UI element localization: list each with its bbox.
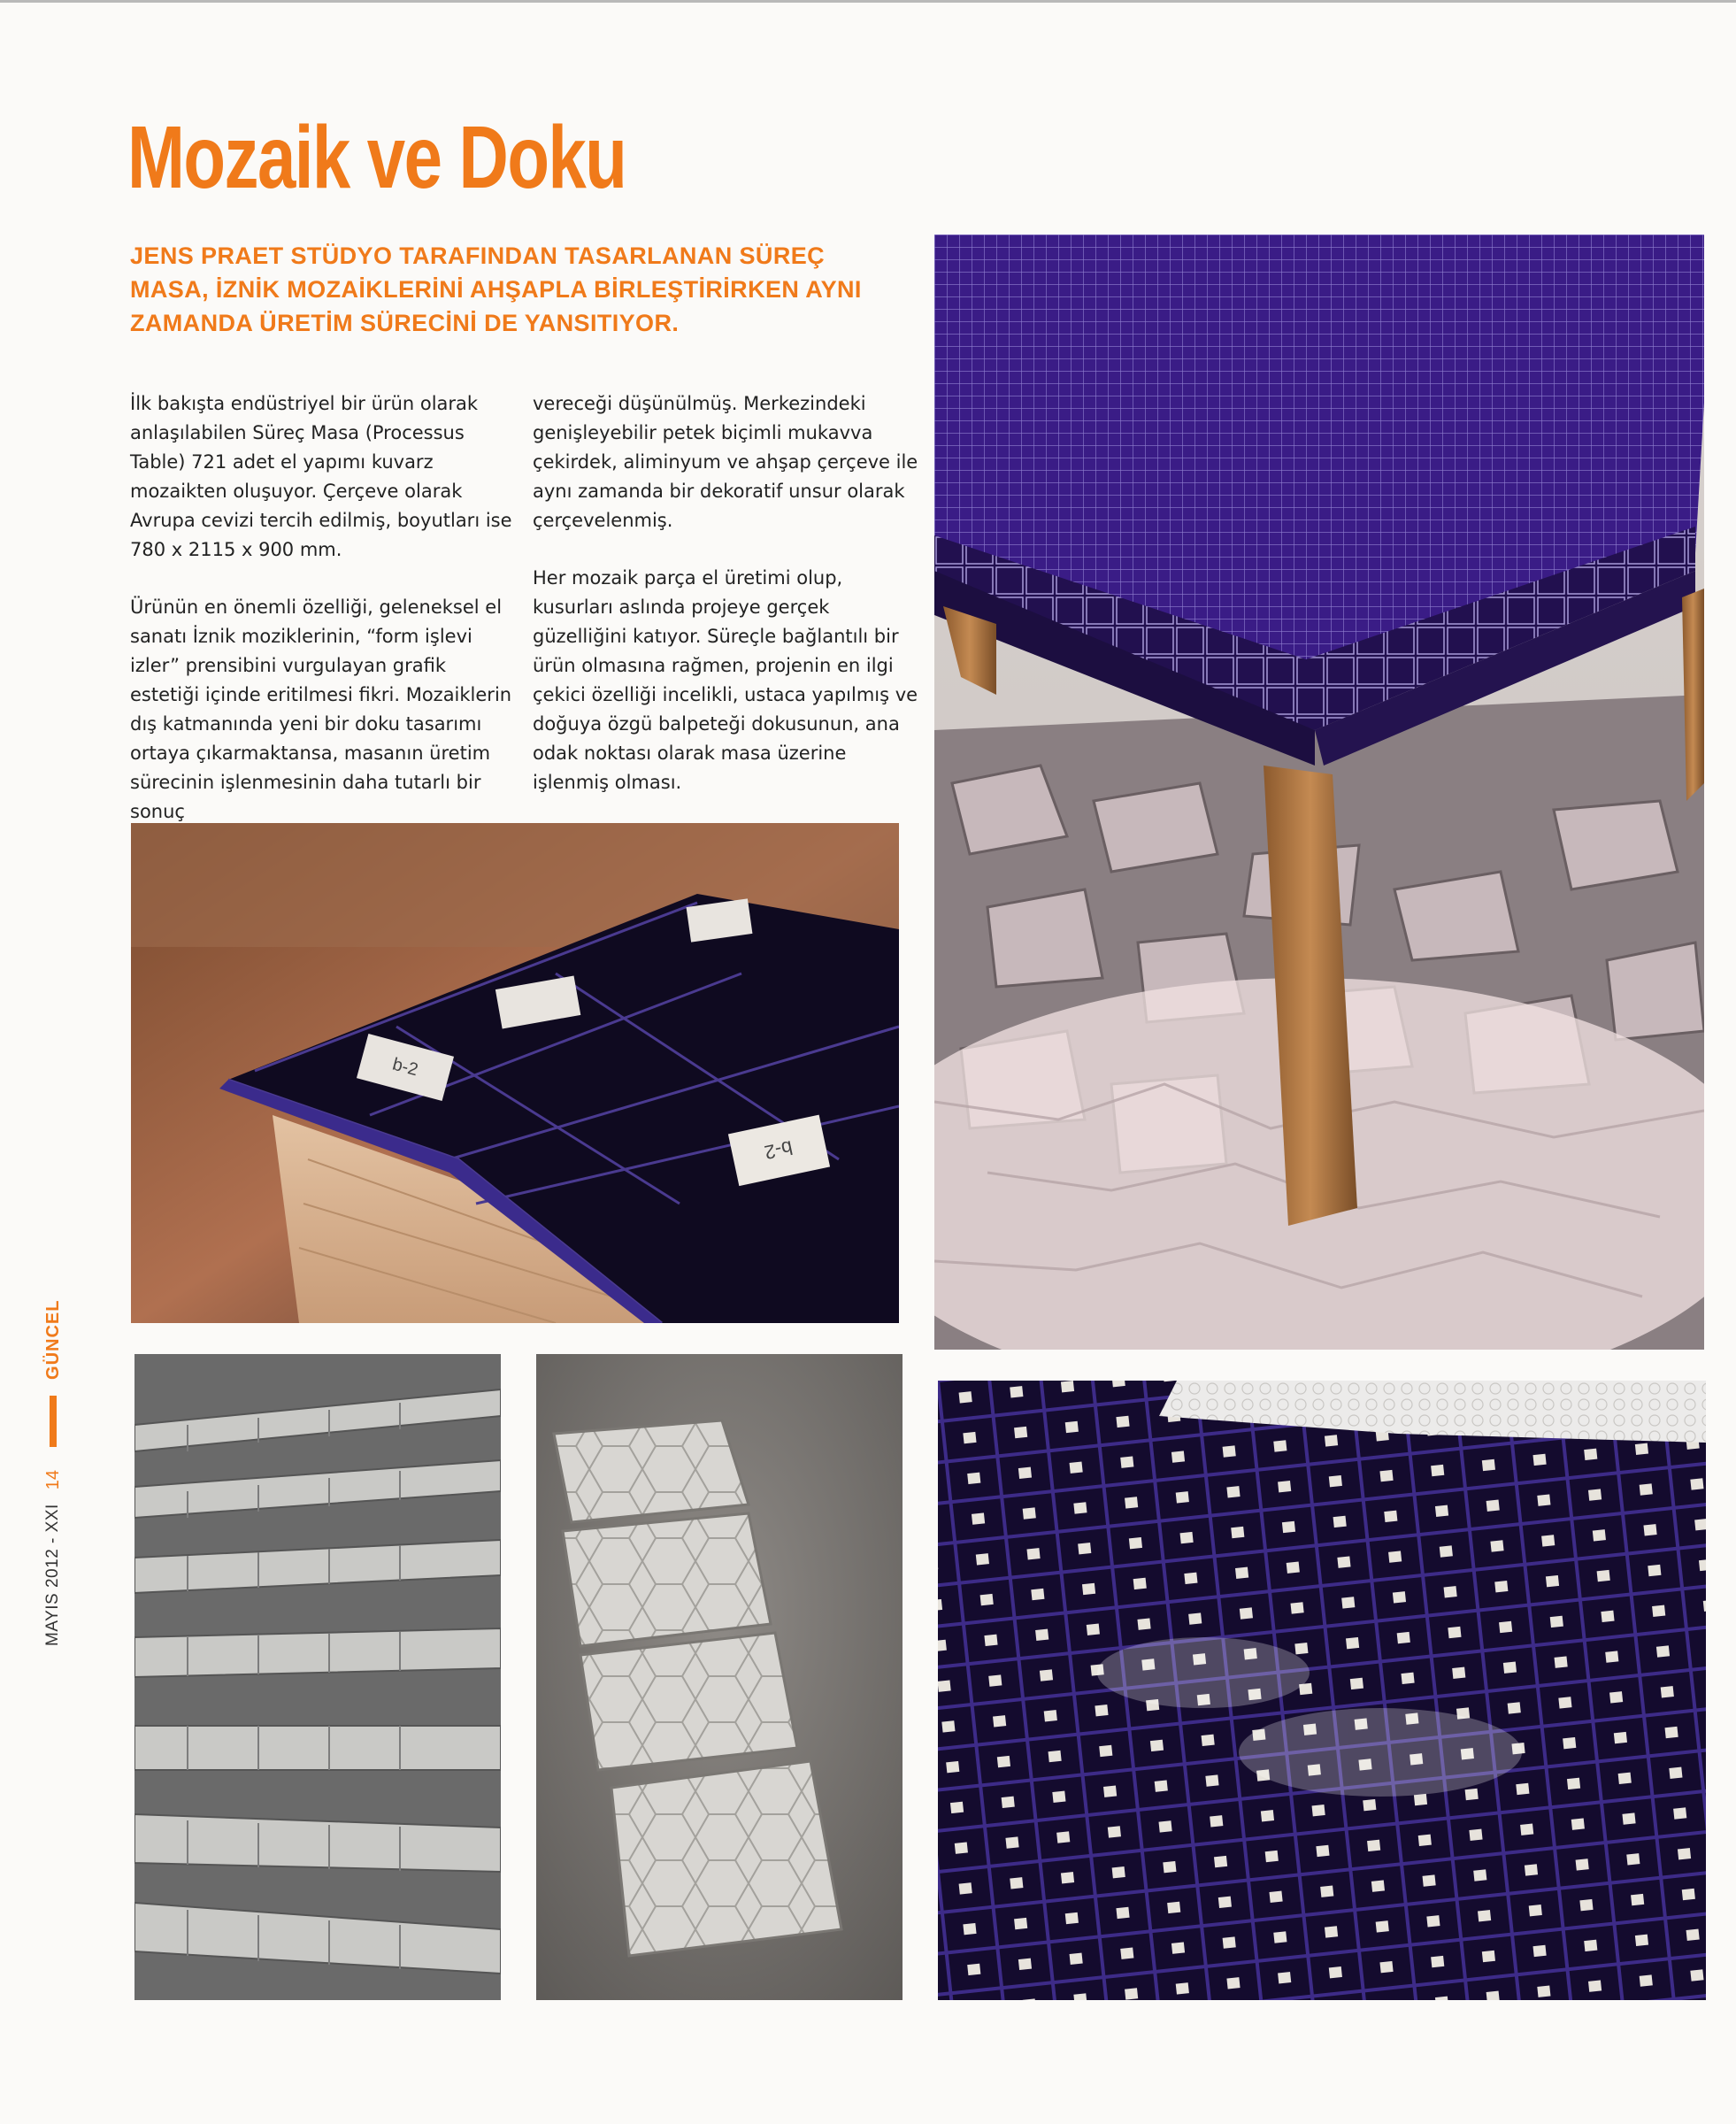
accent-bar [50,1396,57,1447]
photo-tile-racks [134,1354,501,2000]
article-title: Mozaik ve Doku [127,108,626,207]
page-number: 14 [42,1469,63,1490]
photo-blue-mosaic-detail [938,1381,1706,2000]
section-label: GÜNCEL [42,1299,63,1380]
paragraph: vereceği düşünülmüş. Merkezindeki genişleyebilir petek biçimli mukavva çekirdek, aliminyum ve ahşap çerçeve ile aynı zamanda bir dekoratif unsur olarak çerçevelenmiş. [533,393,918,531]
photo-mosaic-table [934,235,1704,1350]
issue-date: MAYIS 2012 - XXI [43,1504,62,1646]
text-column-1 [130,389,519,855]
top-rule [0,0,1736,3]
photo-tile-corner [131,823,899,1323]
paragraph: Ürünün en önemli özelliği, geleneksel el sanatı İznik moziklerinin, “form işlevi izler” prensibini vurgulayan grafik estetiği içinde eritilmesi fikri. Mozaiklerin dış katmanında yeni bir doku tasarımı ortaya çıkarmaktansa, masanın üretim sürecinin işlenmesinin daha tutarlı bir sonuç [130,596,512,822]
page-side-strip [35,1221,71,1646]
paragraph: Her mozaik parça el üretimi olup, kusurları aslında projeye gerçek güzelliğini katıyor. Süreçle bağlantılı bir ürün olmasına rağmen, projenin en ilgi çekici özelliği incelikli, ustaca yapılmış ve doğuya özgü balpeteği dokusunun, ana odak noktası olarak masa üzerine işlenmiş olması. [533,567,918,793]
article-lede: JENS PRAET STÜDYO TARAFINDAN TASARLANAN SÜREÇ MASA, İZNİK MOZAİKLERİNİ AHŞAPLA BİRLEŞTİRİRKEN AYNI ZAMANDA ÜRETİM SÜRECİNİ DE YANSITIYOR. [130,242,862,336]
paragraph: İlk bakışta endüstriyel bir ürün olarak anlaşılabilen Süreç Masa (Processus Table) 721 adet el yapımı kuvarz mozaikten oluşuyor. Çerçeve olarak Avrupa cevizi tercih edilmiş, boyutları ise 780 x 2115 x 900 mm. [130,393,512,560]
photo-honeycomb-tiles [536,1354,903,2000]
tile-label: b-2 [762,1135,795,1165]
tile-label: b-2 [390,1054,420,1081]
text-column-2 [533,389,922,826]
